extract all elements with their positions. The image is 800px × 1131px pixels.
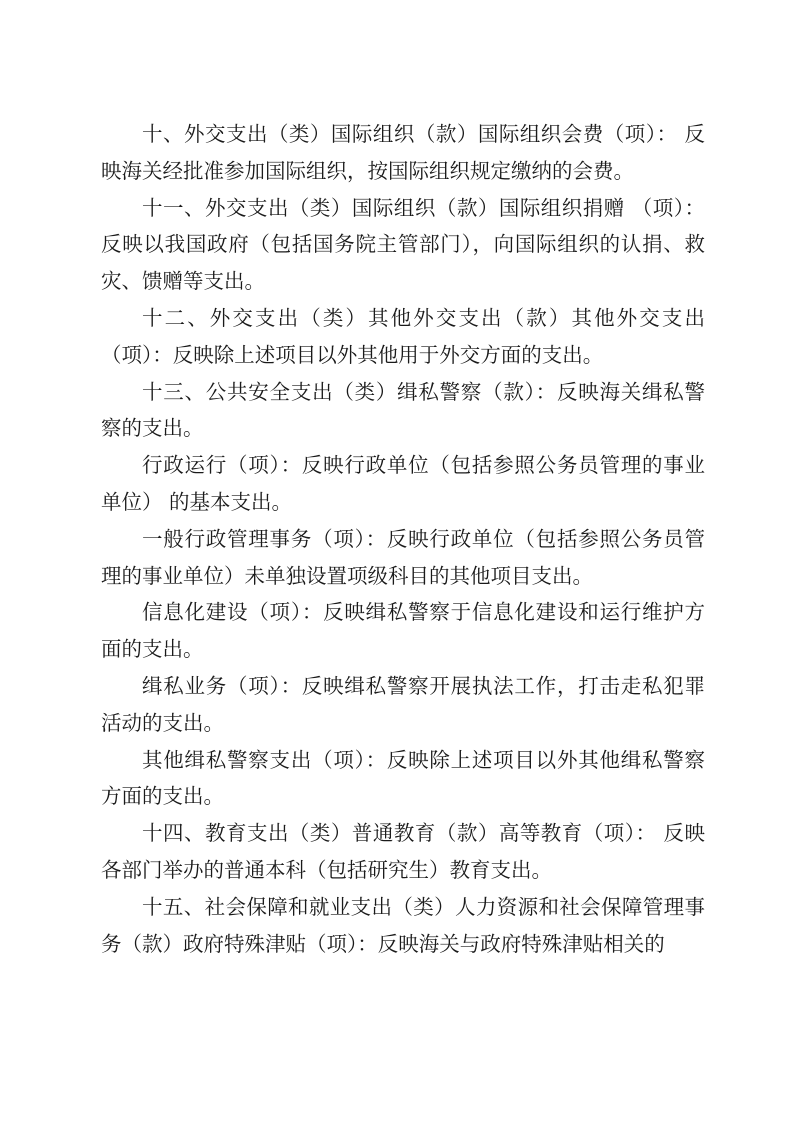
paragraph-15-social-security-special-allowance: 十五、社会保障和就业支出（类）人力资源和社会保障管理事务（款）政府特殊津贴（项）：反映海关与政府特殊津贴相关的 bbox=[101, 894, 705, 956]
paragraph-general-administrative-affairs: 一般行政管理事务（项）：反映行政单位（包括参照公务员管理的事业单位）未单独设置项级科目的其他项目支出。 bbox=[101, 526, 705, 588]
paragraph-14-education-higher-education: 十四、教育支出（类）普通教育（款）高等教育（项）： 反映各部门举办的普通本科（包括研究生）教育支出。 bbox=[101, 821, 705, 882]
paragraph-informatization-construction: 信息化建设（项）：反映缉私警察于信息化建设和运行维护方面的支出。 bbox=[101, 600, 705, 662]
paragraph-11-foreign-affairs-donations: 十一、外交支出（类）国际组织（款）国际组织捐赠 （项）：反映以我国政府（包括国务院主管部门），向国际组织的认捐、救灾、馈赠等支出。 bbox=[101, 195, 705, 294]
paragraph-10-foreign-affairs-membership-fees: 十、外交支出（类）国际组织（款）国际组织会费（项）： 反映海关经批准参加国际组织，按国际组织规定缴纳的会费。 bbox=[101, 122, 705, 183]
document-body bbox=[101, 116, 705, 962]
paragraph-anti-smuggling-business: 缉私业务（项）：反映缉私警察开展执法工作，打击走私犯罪活动的支出。 bbox=[101, 673, 705, 735]
paragraph-13-public-security-anti-smuggling-police: 十三、公共安全支出（类）缉私警察（款）：反映海关缉私警察的支出。 bbox=[101, 379, 705, 441]
paragraph-12-other-foreign-affairs: 十二、外交支出（类）其他外交支出（款）其他外交支出（项）：反映除上述项目以外其他用于外交方面的支出。 bbox=[101, 305, 705, 367]
paragraph-other-anti-smuggling-expenditure: 其他缉私警察支出（项）：反映除上述项目以外其他缉私警察方面的支出。 bbox=[101, 747, 705, 809]
paragraph-administrative-operation: 行政运行（项）：反映行政单位（包括参照公务员管理的事业单位） 的基本支出。 bbox=[101, 453, 705, 514]
